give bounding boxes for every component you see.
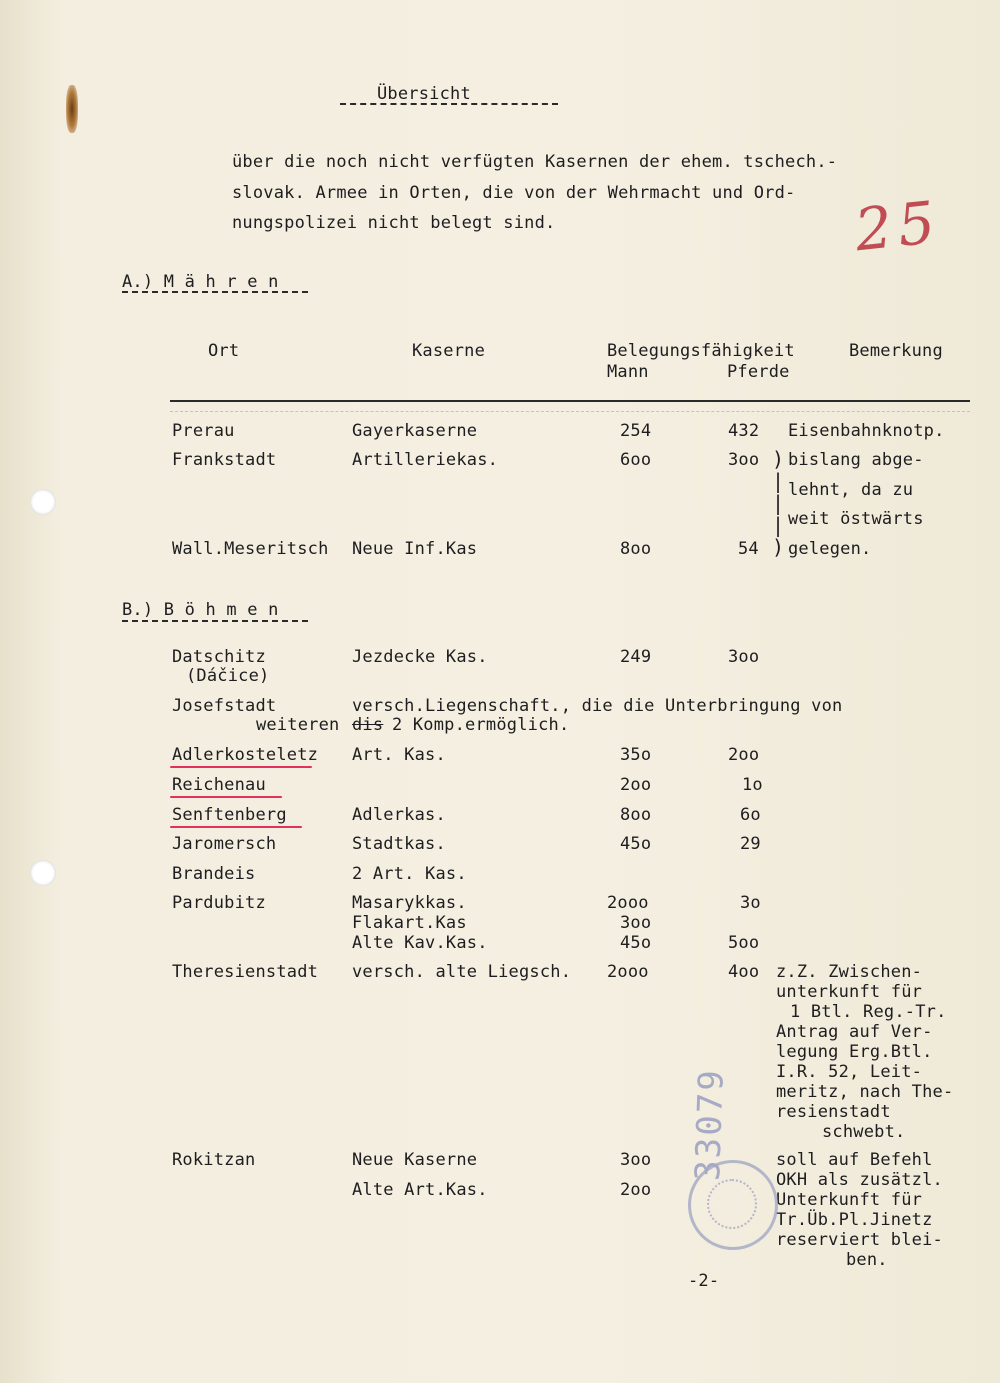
row-b3-kaserne: Art. Kas. <box>352 745 446 765</box>
col-header-mann: Mann <box>607 362 649 382</box>
row-b12-kaserne: Neue Kaserne <box>352 1150 478 1170</box>
theresienstadt-remark-6: I.R. 52, Leit- <box>776 1062 923 1082</box>
theresienstadt-remark-4: Antrag auf Ver- <box>776 1022 933 1042</box>
row-b1-ort-czech: (Dáčice) <box>186 666 270 686</box>
row-b2-line2-rest: 2 Komp.ermöglich. <box>392 715 570 735</box>
row-b11-mann: 2ooo <box>607 962 649 982</box>
row-a2-bemerkung: bislang abge- <box>788 450 924 470</box>
theresienstadt-remark-2: unterkunft für <box>776 982 923 1002</box>
row-a3-kaserne: Neue Inf.Kas <box>352 539 478 559</box>
row-a3-bemerkung: gelegen. <box>788 539 872 559</box>
row-b1-ort: Datschitz <box>172 647 266 667</box>
table-header-dashed-rule <box>170 411 970 412</box>
red-underline-adlerkosteletz <box>170 766 312 768</box>
section-b-heading: B.) B ö h m e n <box>122 600 279 620</box>
row-a1-bemerkung: Eisenbahnknotp. <box>788 421 945 441</box>
row-b12-mann: 3oo <box>620 1150 652 1170</box>
row-b4-ort: Reichenau <box>172 775 266 795</box>
row-b11-pferde: 4oo <box>728 962 760 982</box>
rokitzan-remark-3: Unterkunft für <box>776 1190 923 1210</box>
row-b12-ort: Rokitzan <box>172 1150 256 1170</box>
row-b10-mann: 45o <box>620 933 652 953</box>
row-b8-mann: 2ooo <box>607 893 649 913</box>
row-b5-kaserne: Adlerkas. <box>352 805 446 825</box>
row-b2-ort: Josefstadt <box>172 696 277 716</box>
row-b9-mann: 3oo <box>620 913 652 933</box>
col-header-bemerkung: Bemerkung <box>849 341 943 361</box>
red-underline-senftenberg <box>170 826 302 828</box>
row-b8-pferde: 3o <box>740 893 761 913</box>
row-b3-mann: 35o <box>620 745 652 765</box>
section-a-heading: A.) M ä h r e n <box>122 272 279 292</box>
row-b8-ort: Pardubitz <box>172 893 266 913</box>
row-a3-mann: 8oo <box>620 539 652 559</box>
row-b6-pferde: 29 <box>740 834 761 854</box>
row-b6-kaserne: Stadtkas. <box>352 834 446 854</box>
row-b3-ort: Adlerkosteletz <box>172 745 319 765</box>
remark-brace: ) | | | ) <box>772 447 785 559</box>
rokitzan-remark-1: soll auf Befehl <box>776 1150 933 1170</box>
col-header-ort: Ort <box>208 341 240 361</box>
rokitzan-remark-2: OKH als zusätzl. <box>776 1170 943 1190</box>
rokitzan-remark-4: Tr.Üb.Pl.Jinetz <box>776 1210 933 1230</box>
row-b6-mann: 45o <box>620 834 652 854</box>
section-b-underline <box>122 620 308 622</box>
row-b11-ort: Theresienstadt <box>172 962 319 982</box>
row-b5-pferde: 6o <box>740 805 761 825</box>
burn-mark <box>66 85 78 133</box>
title-underline <box>340 103 558 105</box>
row-b11-kaserne: versch. alte Liegsch. <box>352 962 572 982</box>
row-a3-pferde: 54 <box>738 539 759 559</box>
row-b13-kaserne: Alte Art.Kas. <box>352 1180 488 1200</box>
theresienstadt-remark-1: z.Z. Zwischen- <box>776 962 923 982</box>
rokitzan-remark-6: ben. <box>846 1250 888 1270</box>
remark-line-lehnt: lehnt, da zu <box>788 480 914 500</box>
row-a1-ort: Prerau <box>172 421 235 441</box>
row-b2-struck-word: dis <box>352 715 384 735</box>
row-b10-pferde: 5oo <box>728 933 760 953</box>
remark-line-weit: weit östwärts <box>788 509 924 529</box>
row-b1-mann: 249 <box>620 647 652 667</box>
row-b9-kaserne: Flakart.Kas <box>352 913 467 933</box>
row-a2-pferde: 3oo <box>728 450 760 470</box>
handwritten-page-number: 25 <box>851 187 945 265</box>
row-b1-kaserne: Jezdecke Kas. <box>352 647 488 667</box>
red-underline-reichenau <box>170 796 282 798</box>
row-a2-mann: 6oo <box>620 450 652 470</box>
archive-stamp-seal <box>688 1160 778 1250</box>
intro-line-1: über die noch nicht verfügten Kasernen der ehem. tschech.- <box>232 152 838 172</box>
col-header-kaserne: Kaserne <box>412 341 486 361</box>
row-b2-line2-start: weiteren <box>256 715 340 735</box>
table-header-rule <box>170 400 970 402</box>
archive-stamp-number: 33079 <box>688 1067 732 1182</box>
document-title: Übersicht <box>377 84 471 104</box>
row-b4-pferde: 1o <box>742 775 763 795</box>
row-a2-ort: Frankstadt <box>172 450 277 470</box>
punch-hole-top <box>30 489 56 515</box>
row-b2-kaserne: versch.Liegenschaft., die die Unterbringung von <box>352 696 843 716</box>
section-a-underline <box>122 291 308 293</box>
row-a1-kaserne: Gayerkaserne <box>352 421 478 441</box>
row-b10-kaserne: Alte Kav.Kas. <box>352 933 488 953</box>
row-a3-ort: Wall.Meseritsch <box>172 539 329 559</box>
theresienstadt-remark-8: resienstadt <box>776 1102 891 1122</box>
row-a2-kaserne: Artilleriekas. <box>352 450 499 470</box>
row-b7-ort: Brandeis <box>172 864 256 884</box>
row-b5-ort: Senftenberg <box>172 805 287 825</box>
page-number: -2- <box>688 1271 720 1291</box>
rokitzan-remark-5: reserviert blei- <box>776 1230 943 1250</box>
theresienstadt-remark-5: legung Erg.Btl. <box>776 1042 933 1062</box>
row-b4-mann: 2oo <box>620 775 652 795</box>
row-a1-pferde: 432 <box>728 421 760 441</box>
row-b13-mann: 2oo <box>620 1180 652 1200</box>
row-b3-pferde: 2oo <box>728 745 760 765</box>
col-header-pferde: Pferde <box>727 362 790 382</box>
col-header-belegung: Belegungsfähigkeit <box>607 341 795 361</box>
theresienstadt-remark-7: meritz, nach The- <box>776 1082 954 1102</box>
row-b7-kaserne: 2 Art. Kas. <box>352 864 467 884</box>
row-b8-kaserne: Masarykkas. <box>352 893 467 913</box>
intro-line-3: nungspolizei nicht belegt sind. <box>232 213 556 233</box>
intro-line-2: slovak. Armee in Orten, die von der Wehrmacht und Ord- <box>232 183 796 203</box>
row-b1-pferde: 3oo <box>728 647 760 667</box>
row-b5-mann: 8oo <box>620 805 652 825</box>
theresienstadt-remark-3: 1 Btl. Reg.-Tr. <box>790 1002 947 1022</box>
punch-hole-bottom <box>30 860 56 886</box>
theresienstadt-remark-9: schwebt. <box>822 1122 906 1142</box>
row-a1-mann: 254 <box>620 421 652 441</box>
row-b6-ort: Jaromersch <box>172 834 277 854</box>
